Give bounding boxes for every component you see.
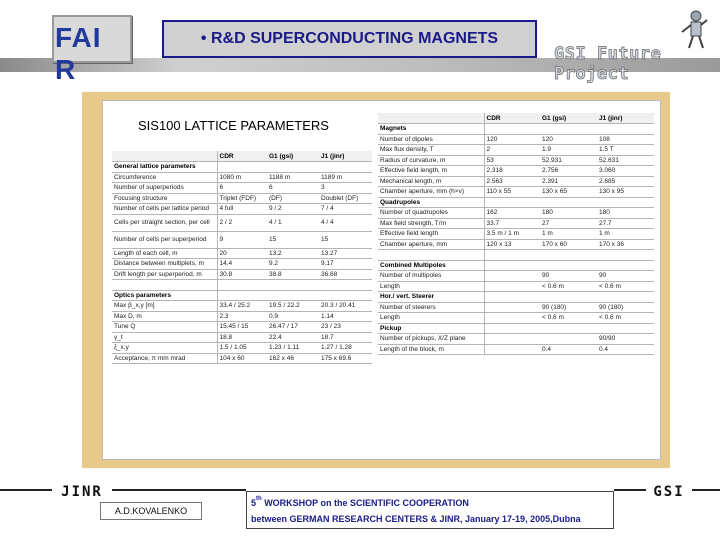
parameter-name: Number of multipoles bbox=[378, 271, 484, 282]
magnet-parameters-table bbox=[378, 113, 654, 355]
section-row bbox=[112, 162, 372, 173]
table-row bbox=[112, 214, 372, 231]
section-row bbox=[378, 124, 654, 135]
parameter-value bbox=[540, 334, 597, 345]
parameter-value: 170 x 36 bbox=[597, 239, 654, 250]
gsi-future-project-logo: GSI Future Project bbox=[554, 44, 662, 84]
table-row bbox=[112, 259, 372, 270]
parameter-name: Chamber aperture, mm (h×v) bbox=[378, 187, 484, 198]
parameter-name: Drift length per superperiod, m bbox=[112, 269, 217, 280]
parameter-value bbox=[484, 260, 540, 271]
table-row bbox=[112, 322, 372, 333]
workshop-line-1 bbox=[251, 495, 609, 511]
parameter-value bbox=[597, 197, 654, 208]
parameter-name: Distance between multiplets, m bbox=[112, 259, 217, 270]
footer-line-left bbox=[0, 489, 246, 491]
table-row bbox=[378, 134, 654, 145]
parameter-value: 2.318 bbox=[484, 166, 540, 177]
parameter-value: < 0.6 m bbox=[597, 281, 654, 292]
parameter-value: 162 x 46 bbox=[267, 353, 319, 364]
parameter-name: γ_t bbox=[112, 332, 217, 343]
lattice-parameters-table bbox=[112, 151, 372, 364]
parameter-value bbox=[484, 197, 540, 208]
parameter-name: Number of dipoles bbox=[378, 134, 484, 145]
table-row bbox=[378, 344, 654, 355]
table-row bbox=[112, 269, 372, 280]
parameter-value: 4 full bbox=[217, 204, 267, 215]
parameter-value: 33.7 bbox=[484, 218, 540, 229]
parameter-value: 0.9 bbox=[267, 311, 319, 322]
parameter-value: 15.45 / 15 bbox=[217, 322, 267, 333]
parameter-name: Cells per straight section, per cell bbox=[112, 214, 217, 231]
table-row bbox=[378, 145, 654, 156]
parameter-value: 180 bbox=[540, 208, 597, 219]
parameter-value: 26.47 / 17 bbox=[267, 322, 319, 333]
parameter-value: 13.27 bbox=[319, 248, 372, 259]
parameter-value: 9 bbox=[217, 231, 267, 248]
parameter-name: Pickup bbox=[378, 323, 484, 334]
parameter-name: Max β_x,y [m] bbox=[112, 301, 217, 312]
section-row bbox=[378, 260, 654, 271]
parameter-value: 90/90 bbox=[597, 334, 654, 345]
table-row bbox=[378, 176, 654, 187]
parameter-name: Max D, m bbox=[112, 311, 217, 322]
parameter-value bbox=[597, 250, 654, 261]
parameter-value: 1188 m bbox=[267, 172, 319, 183]
parameter-value bbox=[597, 124, 654, 135]
parameter-name: Number of cells per lattice period bbox=[112, 204, 217, 215]
parameter-name: Number of pickups, X/Z plane bbox=[378, 334, 484, 345]
section-row bbox=[378, 323, 654, 334]
parameter-value: < 0.6 m bbox=[540, 313, 597, 324]
parameter-value bbox=[484, 344, 540, 355]
parameter-value: 20.3 / 20.41 bbox=[319, 301, 372, 312]
parameter-value bbox=[217, 162, 267, 173]
parameter-value: 110 x 55 bbox=[484, 187, 540, 198]
column-header: CDR bbox=[484, 113, 540, 124]
parameter-name: Number of superperiods bbox=[112, 183, 217, 194]
parameter-value: 108 bbox=[597, 134, 654, 145]
table-row bbox=[112, 183, 372, 194]
table-row bbox=[378, 166, 654, 177]
table-row bbox=[112, 231, 372, 248]
parameter-value: 15 bbox=[319, 231, 372, 248]
table-row bbox=[378, 187, 654, 198]
workshop-number: 5 bbox=[251, 498, 257, 508]
workshop-caption bbox=[246, 491, 614, 529]
parameter-value: 22.4 bbox=[267, 332, 319, 343]
parameter-value: 6 bbox=[267, 183, 319, 194]
parameter-value bbox=[267, 280, 319, 291]
workshop-line-1-text: WORKSHOP on the SCIENTIFIC COOPERATION bbox=[261, 498, 469, 508]
parameter-value: 38.8 bbox=[267, 269, 319, 280]
parameter-value: Doublet (DF) bbox=[319, 193, 372, 204]
table-row bbox=[378, 155, 654, 166]
parameter-value: 4 / 1 bbox=[267, 214, 319, 231]
parameter-value bbox=[484, 271, 540, 282]
parameter-value: 3.060 bbox=[597, 166, 654, 177]
table-row bbox=[112, 204, 372, 215]
column-header: G1 (gsi) bbox=[540, 113, 597, 124]
table-row bbox=[112, 311, 372, 322]
parameter-value bbox=[267, 162, 319, 173]
parameter-value: 23 / 23 bbox=[319, 322, 372, 333]
parameter-name: Length bbox=[378, 313, 484, 324]
parameter-value: 18.7 bbox=[319, 332, 372, 343]
parameter-name: Effective field length, m bbox=[378, 166, 484, 177]
section-row bbox=[378, 292, 654, 303]
figure-icon bbox=[676, 8, 710, 52]
parameter-value: 20 bbox=[217, 248, 267, 259]
parameter-name: Radius of curvature, m bbox=[378, 155, 484, 166]
parameter-value: 1.9 bbox=[540, 145, 597, 156]
parameter-value: 2.756 bbox=[540, 166, 597, 177]
parameter-value: 90 bbox=[540, 271, 597, 282]
parameter-value bbox=[540, 323, 597, 334]
table-header-row bbox=[378, 113, 654, 124]
parameter-name: Tune Q bbox=[112, 322, 217, 333]
table-header-row bbox=[112, 151, 372, 162]
parameter-name: Number of steerers bbox=[378, 302, 484, 313]
parameter-value: 1 m bbox=[597, 229, 654, 240]
parameter-value: < 0.6 m bbox=[540, 281, 597, 292]
parameter-name: Optics parameters bbox=[112, 290, 217, 301]
parameter-value: 36.68 bbox=[319, 269, 372, 280]
section-row bbox=[112, 280, 372, 291]
parameter-value bbox=[597, 260, 654, 271]
parameter-value bbox=[540, 124, 597, 135]
parameter-value: 27 bbox=[540, 218, 597, 229]
parameter-name bbox=[112, 280, 217, 291]
parameter-name: Length of the block, m bbox=[378, 344, 484, 355]
table-row bbox=[378, 302, 654, 313]
parameter-value: 2 / 2 bbox=[217, 214, 267, 231]
parameter-value: 90 bbox=[597, 271, 654, 282]
parameter-name: Length of each cell, m bbox=[112, 248, 217, 259]
table-row bbox=[112, 172, 372, 183]
fair-logo: FAI R bbox=[55, 22, 102, 85]
parameter-value: 9.17 bbox=[319, 259, 372, 270]
parameter-value bbox=[540, 250, 597, 261]
table-row bbox=[112, 301, 372, 312]
parameter-value: 0.4 bbox=[540, 344, 597, 355]
jinr-logo: JINR bbox=[52, 484, 112, 502]
parameter-name: Focusing structure bbox=[112, 193, 217, 204]
parameter-value: 90 (180) bbox=[540, 302, 597, 313]
workshop-suffix: th bbox=[256, 496, 262, 502]
parameter-value: 120 bbox=[540, 134, 597, 145]
column-header: J1 (jinr) bbox=[597, 113, 654, 124]
parameter-name: Number of cells per superperiod bbox=[112, 231, 217, 248]
workshop-line-2: between GERMAN RESEARCH CENTERS & JINR, January 17-19, 2005,Dubna bbox=[251, 514, 581, 524]
parameter-name: Length bbox=[378, 281, 484, 292]
parameter-value bbox=[484, 302, 540, 313]
parameter-value: 1.23 / 1.11 bbox=[267, 343, 319, 354]
parameter-value: 9.2 bbox=[267, 259, 319, 270]
table-row bbox=[378, 229, 654, 240]
table-row bbox=[112, 343, 372, 354]
parameter-value bbox=[484, 124, 540, 135]
parameter-value: 27.7 bbox=[597, 218, 654, 229]
parameter-value: 1.14 bbox=[319, 311, 372, 322]
section-row bbox=[112, 290, 372, 301]
parameter-value bbox=[267, 290, 319, 301]
section-row bbox=[378, 250, 654, 261]
parameter-value bbox=[540, 292, 597, 303]
column-header: J1 (jinr) bbox=[319, 151, 372, 162]
parameter-value: (DF) bbox=[267, 193, 319, 204]
table-row bbox=[378, 218, 654, 229]
parameter-value: 19.5 / 22.2 bbox=[267, 301, 319, 312]
column-header: CDR bbox=[217, 151, 267, 162]
slide-title: • R&D SUPERCONDUCTING MAGNETS bbox=[162, 20, 537, 58]
parameter-value: 130 x 95 bbox=[597, 187, 654, 198]
parameter-value: 53 bbox=[484, 155, 540, 166]
parameter-value: 1.5 / 1.05 bbox=[217, 343, 267, 354]
parameter-value: < 0.6 m bbox=[597, 313, 654, 324]
parameter-value: 6 bbox=[217, 183, 267, 194]
parameter-value: 3 bbox=[319, 183, 372, 194]
parameter-value: 2.3 bbox=[217, 311, 267, 322]
parameter-name: Acceptance, π mm mrad bbox=[112, 353, 217, 364]
parameter-value: 9 / 2 bbox=[267, 204, 319, 215]
column-header bbox=[378, 113, 484, 124]
author-label: A.D.KOVALENKO bbox=[100, 502, 202, 520]
parameter-value: 2.685 bbox=[597, 176, 654, 187]
parameter-value bbox=[319, 162, 372, 173]
parameter-name: Max flux density, T bbox=[378, 145, 484, 156]
parameter-value: 180 bbox=[597, 208, 654, 219]
parameter-value bbox=[484, 323, 540, 334]
parameter-value: 170 x 60 bbox=[540, 239, 597, 250]
parameter-value: Triplet (FDF) bbox=[217, 193, 267, 204]
table-row bbox=[112, 353, 372, 364]
parameter-name: Chamber aperture, mm bbox=[378, 239, 484, 250]
parameter-name: Circumference bbox=[112, 172, 217, 183]
parameter-value: 120 x 13 bbox=[484, 239, 540, 250]
parameter-name: Number of quadrupoles bbox=[378, 208, 484, 219]
parameter-value bbox=[484, 334, 540, 345]
parameter-name: ξ_x,y bbox=[112, 343, 217, 354]
table-row bbox=[378, 334, 654, 345]
parameter-value: 1.5 T bbox=[597, 145, 654, 156]
parameter-name: Effective field length bbox=[378, 229, 484, 240]
parameter-value: 3.5 m / 1 m bbox=[484, 229, 540, 240]
parameter-value bbox=[319, 280, 372, 291]
table-row bbox=[378, 281, 654, 292]
parameter-name: Combined Multipoles bbox=[378, 260, 484, 271]
parameter-value bbox=[540, 260, 597, 271]
parameter-value bbox=[597, 292, 654, 303]
parameter-value: 52.631 bbox=[597, 155, 654, 166]
parameter-name: General lattice parameters bbox=[112, 162, 217, 173]
table-row bbox=[112, 193, 372, 204]
parameter-value: 90 (180) bbox=[597, 302, 654, 313]
parameter-value bbox=[540, 197, 597, 208]
parameter-name: Quadrupoles bbox=[378, 197, 484, 208]
parameter-value: 175 x 69.6 bbox=[319, 353, 372, 364]
parameter-value bbox=[217, 290, 267, 301]
parameter-value: 15 bbox=[267, 231, 319, 248]
parameter-value: 2 bbox=[484, 145, 540, 156]
table-row bbox=[112, 332, 372, 343]
parameter-value: 104 x 60 bbox=[217, 353, 267, 364]
table-title: SIS100 LATTICE PARAMETERS bbox=[138, 118, 329, 133]
table-row bbox=[378, 313, 654, 324]
parameter-value: 1080 m bbox=[217, 172, 267, 183]
parameter-value: 1 m bbox=[540, 229, 597, 240]
parameter-value: 2.563 bbox=[484, 176, 540, 187]
parameter-value bbox=[484, 292, 540, 303]
parameter-name: Magnets bbox=[378, 124, 484, 135]
section-row bbox=[378, 197, 654, 208]
parameter-value: 7 / 4 bbox=[319, 204, 372, 215]
parameter-name: Hor./ vert. Steerer bbox=[378, 292, 484, 303]
parameter-value: 120 bbox=[484, 134, 540, 145]
parameter-name: Mechanical length, m bbox=[378, 176, 484, 187]
parameter-name bbox=[378, 250, 484, 261]
parameter-value bbox=[217, 280, 267, 291]
parameter-value bbox=[319, 290, 372, 301]
parameter-value: 52.931 bbox=[540, 155, 597, 166]
parameter-value: 162 bbox=[484, 208, 540, 219]
parameter-value: 13.2 bbox=[267, 248, 319, 259]
parameter-value: 1189 m bbox=[319, 172, 372, 183]
parameter-value bbox=[484, 313, 540, 324]
parameter-value bbox=[597, 323, 654, 334]
parameter-value: 33.4 / 25.2 bbox=[217, 301, 267, 312]
parameter-value bbox=[484, 281, 540, 292]
parameter-value: 4 / 4 bbox=[319, 214, 372, 231]
table-row bbox=[378, 239, 654, 250]
parameter-value: 130 x 65 bbox=[540, 187, 597, 198]
parameter-value: 1.27 / 1.28 bbox=[319, 343, 372, 354]
parameter-value: 30.8 bbox=[217, 269, 267, 280]
column-header: G1 (gsi) bbox=[267, 151, 319, 162]
column-header bbox=[112, 151, 217, 162]
parameter-name: Max field strength, T/m bbox=[378, 218, 484, 229]
table-row bbox=[378, 208, 654, 219]
parameter-value: 18.8 bbox=[217, 332, 267, 343]
parameter-value: 2.391 bbox=[540, 176, 597, 187]
gsi-logo: GSI bbox=[646, 484, 692, 502]
table-row bbox=[112, 248, 372, 259]
table-row bbox=[378, 271, 654, 282]
parameter-value bbox=[484, 250, 540, 261]
parameter-value: 0.4 bbox=[597, 344, 654, 355]
parameter-value: 14.4 bbox=[217, 259, 267, 270]
